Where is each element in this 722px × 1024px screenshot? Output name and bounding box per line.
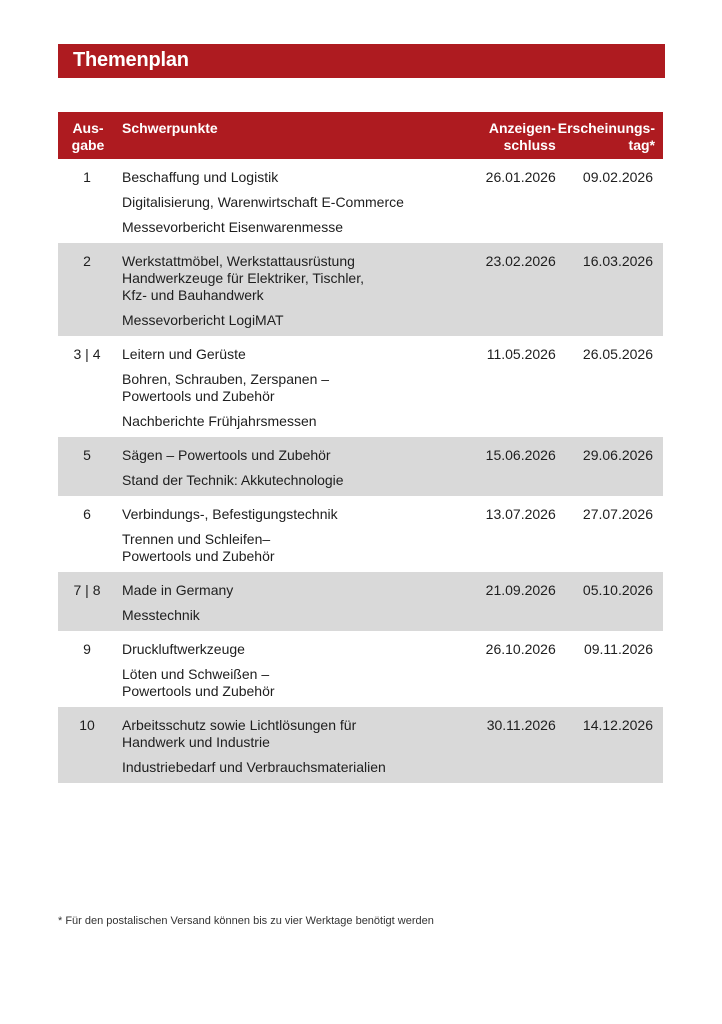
- topic-item: Verbindungs-, Befestigungstechnik: [122, 506, 338, 522]
- anzeigenschluss-cell: 30.11.2026: [486, 717, 556, 733]
- ausgabe-cell: 2: [83, 253, 91, 269]
- header-anzeigenschluss: Anzeigen- schluss: [488, 120, 556, 153]
- table-row: [58, 707, 663, 783]
- anzeigenschluss-cell: 13.07.2026: [485, 506, 556, 522]
- topic-item: Nachberichte Frühjahrsmessen: [122, 413, 317, 429]
- ausgabe-cell: 5: [83, 447, 91, 463]
- anzeigenschluss-cell: 15.06.2026: [485, 447, 556, 463]
- erscheinungstag-cell: 29.06.2026: [582, 447, 653, 463]
- topic-item: Leitern und Gerüste: [122, 346, 246, 362]
- schwerpunkte-cell: [114, 437, 462, 496]
- table-row: [58, 572, 663, 631]
- erscheinungstag-cell: 05.10.2026: [582, 582, 653, 598]
- topic-item: Sägen – Powertools und Zubehör: [122, 447, 331, 463]
- topic-item: Löten und Schweißen – Powertools und Zubehör: [122, 666, 275, 699]
- ausgabe-cell: 9: [83, 641, 91, 657]
- ausgabe-cell: 1: [83, 169, 91, 185]
- schwerpunkte-cell: [114, 336, 462, 437]
- table-row: [58, 437, 663, 496]
- topic-item: Industriebedarf und Verbrauchsmaterialien: [122, 759, 386, 775]
- topic-item: Druckluftwerkzeuge: [122, 641, 245, 657]
- ausgabe-cell: 7 | 8: [73, 582, 101, 598]
- table-row: [58, 159, 663, 243]
- schwerpunkte-cell: [114, 496, 462, 572]
- anzeigenschluss-cell: 26.01.2026: [485, 169, 556, 185]
- ausgabe-cell: 3 | 4: [73, 346, 101, 362]
- anzeigenschluss-cell: 26.10.2026: [485, 641, 556, 657]
- title-bar: [58, 44, 665, 78]
- topic-item: Trennen und Schleifen– Powertools und Zubehör: [122, 531, 275, 564]
- header-erscheinungstag: Erscheinungs- tag*: [557, 120, 655, 153]
- ausgabe-cell: 10: [79, 717, 95, 733]
- topic-item: Werkstattmöbel, Werkstattausrüstung Handwerkzeuge für Elektriker, Tischler, Kfz- und Bauhandwerk: [122, 253, 364, 303]
- erscheinungstag-cell: 26.05.2026: [582, 346, 653, 362]
- schwerpunkte-cell: [114, 159, 462, 243]
- erscheinungstag-cell: 16.03.2026: [582, 253, 653, 269]
- ausgabe-cell: 6: [83, 506, 91, 522]
- table-row: [58, 336, 663, 437]
- topic-item: Digitalisierung, Warenwirtschaft E-Commerce: [122, 194, 404, 210]
- anzeigenschluss-cell: 21.09.2026: [485, 582, 556, 598]
- anzeigenschluss-cell: 11.05.2026: [486, 346, 556, 362]
- header-schwerpunkte: Schwerpunkte: [122, 120, 218, 136]
- anzeigenschluss-cell: 23.02.2026: [485, 253, 556, 269]
- topic-item: Messevorbericht LogiMAT: [122, 312, 284, 328]
- topic-item: Arbeitsschutz sowie Lichtlösungen für Handwerk und Industrie: [122, 717, 357, 750]
- table-header-row: [58, 112, 663, 159]
- topic-item: Messevorbericht Eisenwarenmesse: [122, 219, 343, 235]
- erscheinungstag-cell: 09.02.2026: [582, 169, 653, 185]
- schwerpunkte-cell: [114, 707, 462, 783]
- footnote: * Für den postalischen Versand können bis zu vier Werktage benötigt werden: [58, 915, 434, 927]
- header-ausgabe: Aus- gabe: [71, 120, 105, 153]
- table-row: [58, 496, 663, 572]
- schwerpunkte-cell: [114, 243, 462, 336]
- schedule-table: [58, 112, 663, 783]
- table-row: [58, 243, 663, 336]
- schwerpunkte-cell: [114, 572, 462, 631]
- topic-item: Made in Germany: [122, 582, 234, 598]
- schwerpunkte-cell: [114, 631, 462, 707]
- erscheinungstag-cell: 27.07.2026: [582, 506, 653, 522]
- erscheinungstag-cell: 09.11.2026: [583, 641, 653, 657]
- topic-item: Stand der Technik: Akkutechnologie: [122, 472, 344, 488]
- table-row: [58, 631, 663, 707]
- topic-item: Messtechnik: [122, 607, 200, 623]
- page-title: Themenplan: [73, 49, 189, 71]
- erscheinungstag-cell: 14.12.2026: [582, 717, 653, 733]
- topic-item: Bohren, Schrauben, Zerspanen – Powertools und Zubehör: [122, 371, 330, 404]
- topic-item: Beschaffung und Logistik: [122, 169, 279, 185]
